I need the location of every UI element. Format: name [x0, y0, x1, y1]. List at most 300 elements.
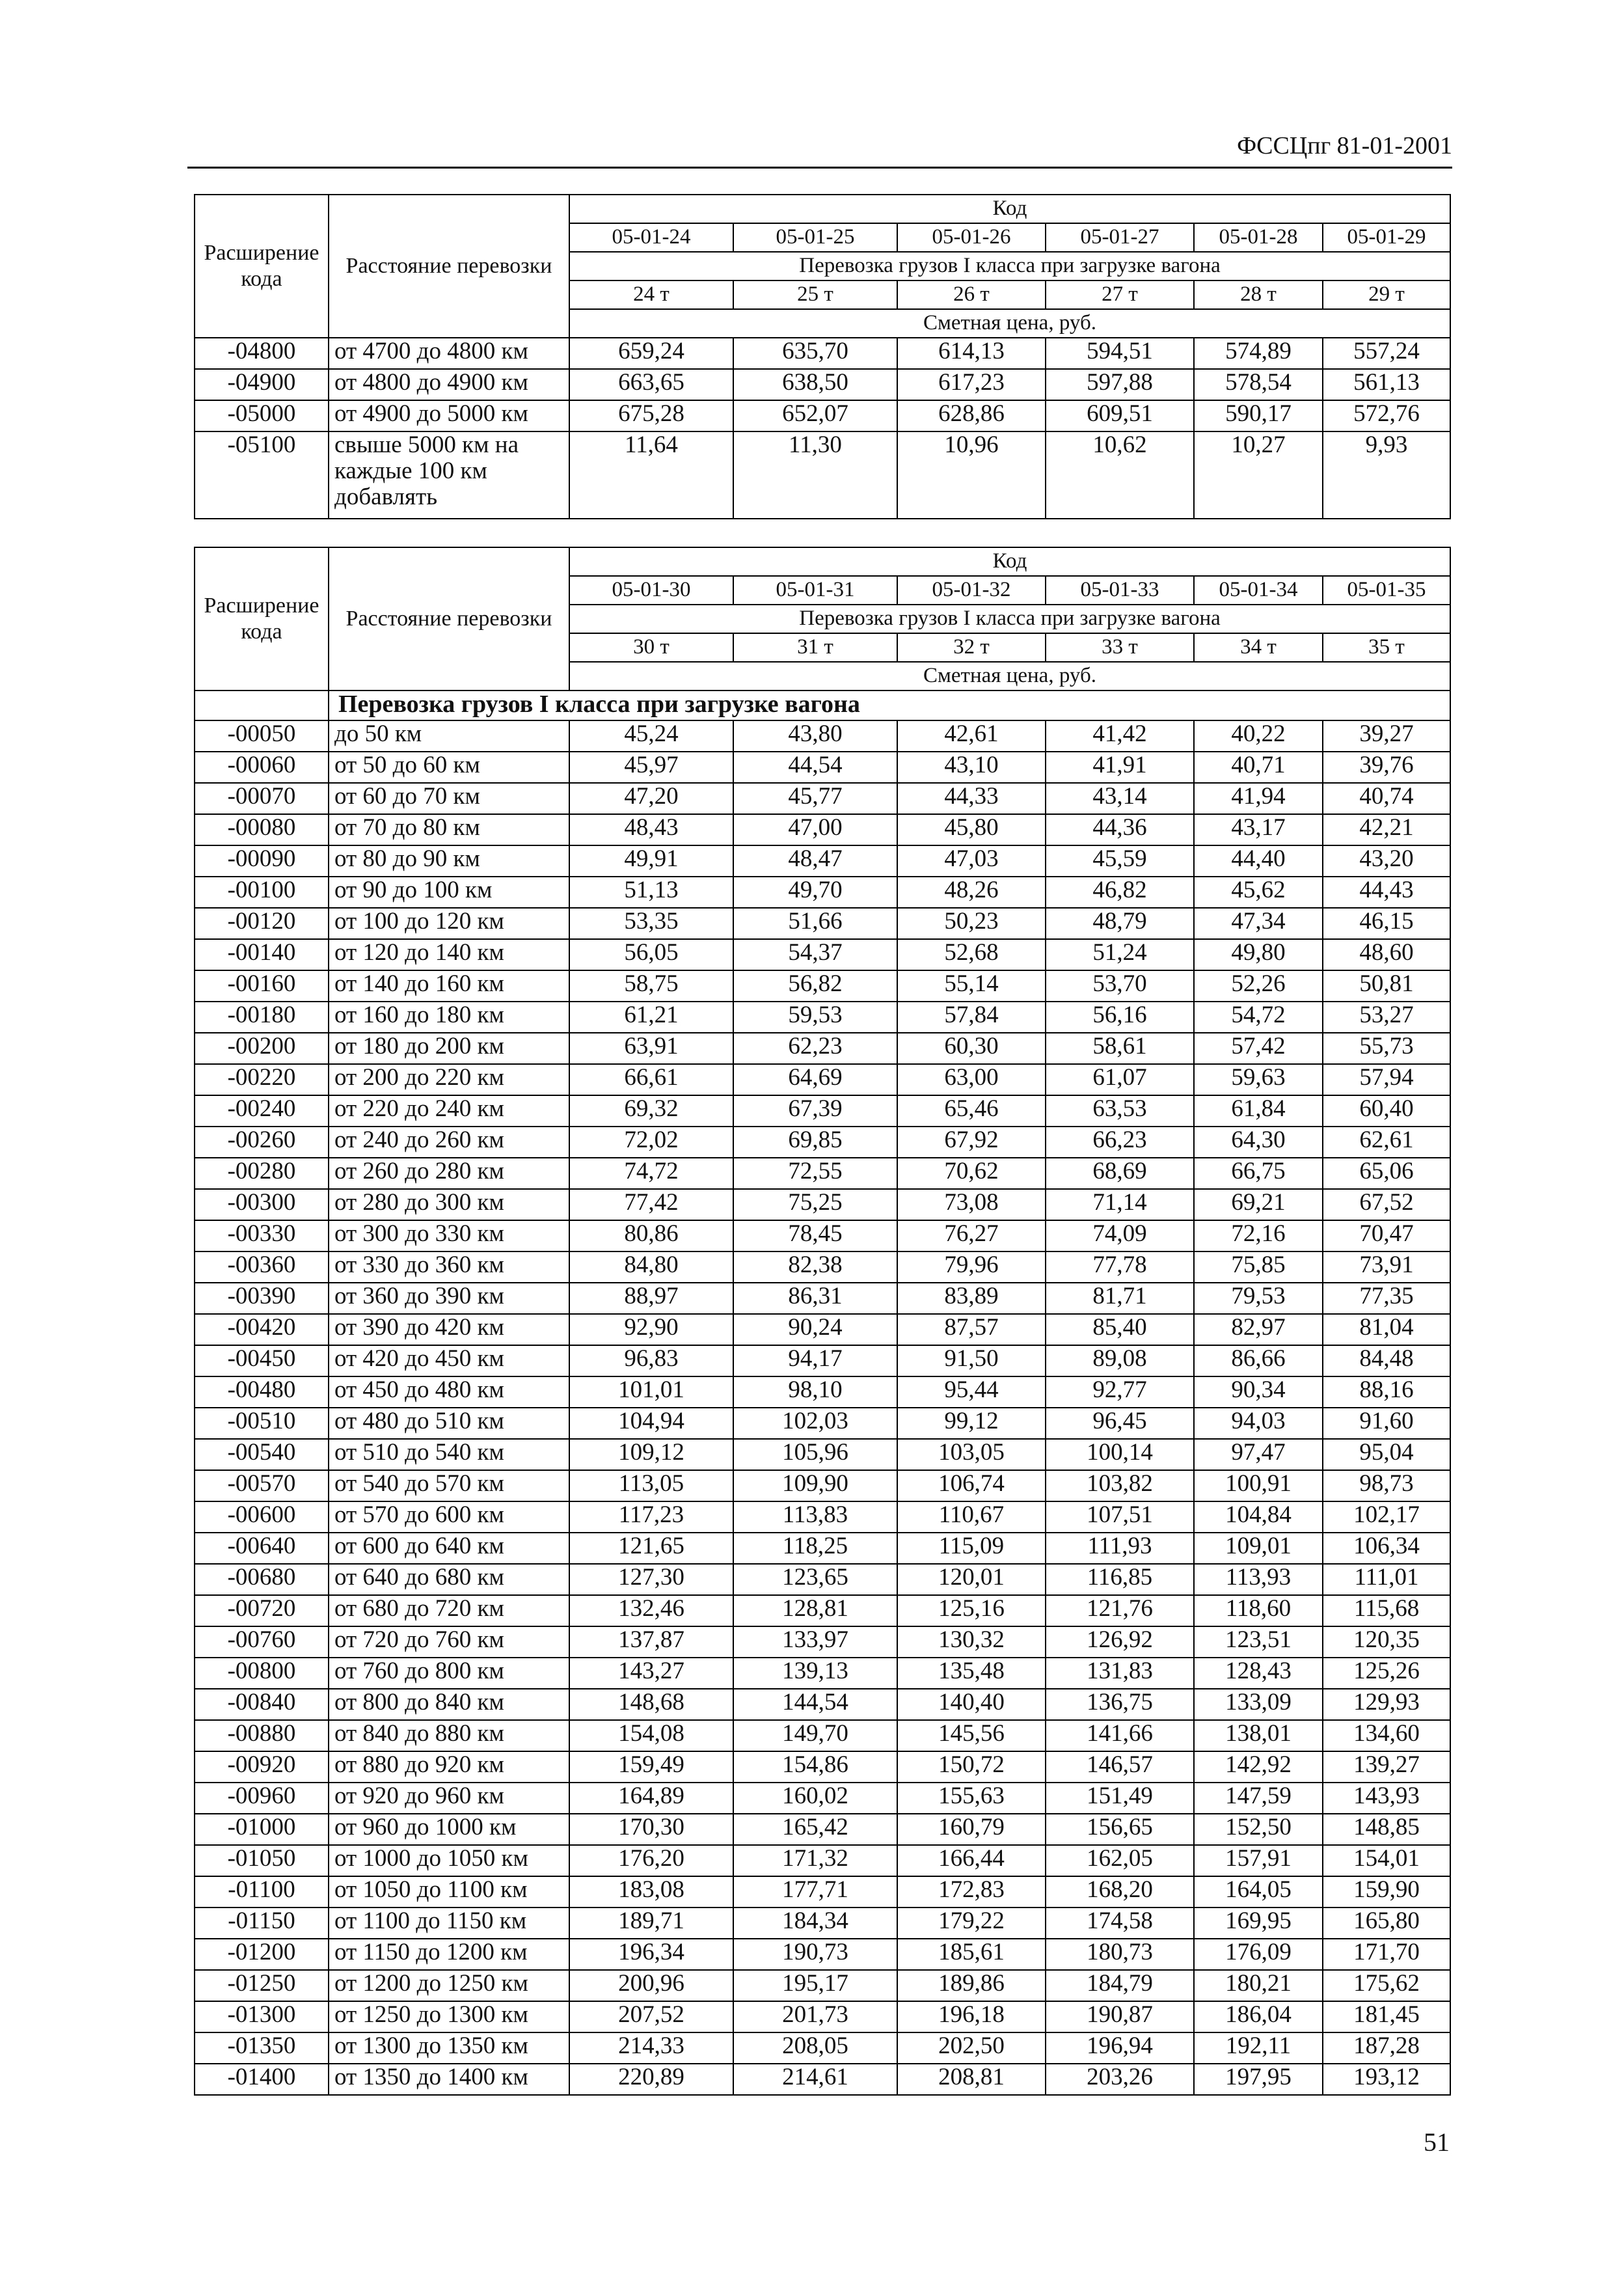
row-distance: от 4900 до 5000 км	[329, 400, 569, 431]
row-code: -00840	[195, 1689, 329, 1720]
row-code: -00510	[195, 1408, 329, 1439]
price-cell: 66,75	[1194, 1158, 1323, 1189]
price-cell: 162,05	[1046, 1845, 1194, 1876]
price-cell: 180,21	[1194, 1970, 1323, 2001]
price-cell: 39,76	[1323, 752, 1450, 783]
price-cell: 126,92	[1046, 1626, 1194, 1658]
price-cell: 183,08	[569, 1876, 733, 1908]
price-cell: 597,88	[1046, 369, 1194, 400]
price-cell: 67,92	[897, 1127, 1046, 1158]
price-cell: 189,86	[897, 1970, 1046, 2001]
load-cell: 28 т	[1194, 280, 1323, 309]
price-cell: 72,02	[569, 1127, 733, 1158]
price-cell: 51,24	[1046, 939, 1194, 970]
table-row	[195, 1189, 1450, 1220]
table-row	[195, 752, 1450, 783]
price-cell: 71,14	[1046, 1189, 1194, 1220]
table-row	[195, 1002, 1450, 1033]
price-cell: 590,17	[1194, 400, 1323, 431]
price-cell: 45,80	[897, 814, 1046, 845]
price-cell: 663,65	[569, 369, 733, 400]
row-distance: от 540 до 570 км	[329, 1470, 569, 1501]
load-cell: 27 т	[1046, 280, 1194, 309]
row-code: -00260	[195, 1127, 329, 1158]
price-cell: 638,50	[733, 369, 897, 400]
price-cell: 61,21	[569, 1002, 733, 1033]
table-row	[195, 1876, 1450, 1908]
price-cell: 57,84	[897, 1002, 1046, 1033]
row-distance: от 1250 до 1300 км	[329, 2001, 569, 2032]
price-cell: 89,08	[1046, 1345, 1194, 1376]
price-cell: 109,90	[733, 1470, 897, 1501]
price-cell: 49,91	[569, 845, 733, 877]
table-row	[195, 1751, 1450, 1783]
price-cell: 64,30	[1194, 1127, 1323, 1158]
row-distance: от 960 до 1000 км	[329, 1814, 569, 1845]
row-code: -00480	[195, 1376, 329, 1408]
price-cell: 66,23	[1046, 1127, 1194, 1158]
price-cell: 44,36	[1046, 814, 1194, 845]
price-cell: 176,20	[569, 1845, 733, 1876]
price-cell: 128,81	[733, 1595, 897, 1626]
price-cell: 48,79	[1046, 908, 1194, 939]
price-cell: 77,42	[569, 1189, 733, 1220]
price-cell: 55,14	[897, 970, 1046, 1002]
price-cell: 46,82	[1046, 877, 1194, 908]
price-cell: 57,42	[1194, 1033, 1323, 1064]
row-distance: от 720 до 760 км	[329, 1626, 569, 1658]
price-cell: 10,96	[897, 431, 1046, 519]
table-row	[195, 1814, 1450, 1845]
row-code: -00050	[195, 720, 329, 752]
price-cell: 113,93	[1194, 1564, 1323, 1595]
price-cell: 214,61	[733, 2064, 897, 2095]
price-cell: 43,14	[1046, 783, 1194, 814]
price-cell: 94,17	[733, 1345, 897, 1376]
price-cell: 70,62	[897, 1158, 1046, 1189]
code-cell: 05-01-25	[733, 223, 897, 252]
price-cell: 148,85	[1323, 1814, 1450, 1845]
price-cell: 110,67	[897, 1501, 1046, 1533]
table-row	[195, 814, 1450, 845]
price-cell: 73,91	[1323, 1251, 1450, 1283]
price-cell: 149,70	[733, 1720, 897, 1751]
row-distance: от 120 до 140 км	[329, 939, 569, 970]
code-cell: 05-01-28	[1194, 223, 1323, 252]
row-distance: от 1000 до 1050 км	[329, 1845, 569, 1876]
price-cell: 165,80	[1323, 1908, 1450, 1939]
price-cell: 130,32	[897, 1626, 1046, 1658]
price-cell: 53,70	[1046, 970, 1194, 1002]
price-cell: 56,16	[1046, 1002, 1194, 1033]
price-cell: 85,40	[1046, 1314, 1194, 1345]
price-cell: 196,34	[569, 1939, 733, 1970]
row-distance: от 260 до 280 км	[329, 1158, 569, 1189]
price-cell: 101,01	[569, 1376, 733, 1408]
row-distance: от 240 до 260 км	[329, 1127, 569, 1158]
price-cell: 635,70	[733, 338, 897, 369]
header-distance: Расстояние перевозки	[329, 547, 569, 691]
price-cell: 83,89	[897, 1283, 1046, 1314]
header-code-extension: Расширение кода	[195, 547, 329, 691]
price-cell: 171,70	[1323, 1939, 1450, 1970]
load-cell: 30 т	[569, 633, 733, 662]
price-cell: 46,15	[1323, 908, 1450, 939]
row-code: -00680	[195, 1564, 329, 1595]
row-distance: от 200 до 220 км	[329, 1064, 569, 1095]
price-cell: 9,93	[1323, 431, 1450, 519]
price-cell: 82,97	[1194, 1314, 1323, 1345]
row-distance: от 880 до 920 км	[329, 1751, 569, 1783]
price-cell: 179,22	[897, 1908, 1046, 1939]
price-cell: 56,82	[733, 970, 897, 1002]
price-cell: 52,26	[1194, 970, 1323, 1002]
price-cell: 594,51	[1046, 338, 1194, 369]
price-cell: 60,30	[897, 1033, 1046, 1064]
price-cell: 143,27	[569, 1658, 733, 1689]
table-2-body	[195, 720, 1450, 2095]
price-cell: 67,52	[1323, 1189, 1450, 1220]
price-cell: 132,46	[569, 1595, 733, 1626]
price-cell: 63,53	[1046, 1095, 1194, 1127]
row-code: -00200	[195, 1033, 329, 1064]
price-cell: 102,17	[1323, 1501, 1450, 1533]
price-cell: 169,95	[1194, 1908, 1323, 1939]
price-cell: 51,66	[733, 908, 897, 939]
row-distance: от 4800 до 4900 км	[329, 369, 569, 400]
price-cell: 196,18	[897, 2001, 1046, 2032]
code-cell: 05-01-26	[897, 223, 1046, 252]
document-code: ФССЦпг 81-01-2001	[1237, 132, 1452, 159]
price-cell: 142,92	[1194, 1751, 1323, 1783]
row-code: -00080	[195, 814, 329, 845]
price-cell: 131,83	[1046, 1658, 1194, 1689]
price-cell: 58,75	[569, 970, 733, 1002]
price-cell: 652,07	[733, 400, 897, 431]
row-code: -00070	[195, 783, 329, 814]
price-cell: 107,51	[1046, 1501, 1194, 1533]
code-cell: 05-01-33	[1046, 576, 1194, 605]
row-code: -00160	[195, 970, 329, 1002]
price-cell: 47,34	[1194, 908, 1323, 939]
price-cell: 115,09	[897, 1533, 1046, 1564]
price-cell: 11,64	[569, 431, 733, 519]
table-row	[195, 720, 1450, 752]
price-cell: 63,00	[897, 1064, 1046, 1095]
table-row	[195, 877, 1450, 908]
code-cell: 05-01-29	[1323, 223, 1450, 252]
price-cell: 154,86	[733, 1751, 897, 1783]
price-cell: 121,65	[569, 1533, 733, 1564]
price-cell: 197,95	[1194, 2064, 1323, 2095]
row-distance: от 600 до 640 км	[329, 1533, 569, 1564]
code-cell: 05-01-24	[569, 223, 733, 252]
price-cell: 125,16	[897, 1595, 1046, 1626]
table-row	[195, 1939, 1450, 1970]
price-cell: 134,60	[1323, 1720, 1450, 1751]
table-row	[195, 1470, 1450, 1501]
price-cell: 94,03	[1194, 1408, 1323, 1439]
price-cell: 111,93	[1046, 1533, 1194, 1564]
price-cell: 75,85	[1194, 1251, 1323, 1283]
code-cell: 05-01-27	[1046, 223, 1194, 252]
table-row	[195, 1564, 1450, 1595]
price-cell: 103,05	[897, 1439, 1046, 1470]
price-cell: 154,01	[1323, 1845, 1450, 1876]
price-cell: 117,23	[569, 1501, 733, 1533]
row-distance: от 60 до 70 км	[329, 783, 569, 814]
price-cell: 103,82	[1046, 1470, 1194, 1501]
price-cell: 91,50	[897, 1345, 1046, 1376]
price-cell: 10,62	[1046, 431, 1194, 519]
table-row	[195, 845, 1450, 877]
price-cell: 64,69	[733, 1064, 897, 1095]
table-row	[195, 939, 1450, 970]
price-cell: 185,61	[897, 1939, 1046, 1970]
price-cell: 192,11	[1194, 2032, 1323, 2064]
price-cell: 81,04	[1323, 1314, 1450, 1345]
row-distance: от 1100 до 1150 км	[329, 1908, 569, 1939]
row-code: -04900	[195, 369, 329, 400]
price-cell: 75,25	[733, 1189, 897, 1220]
price-cell: 98,73	[1323, 1470, 1450, 1501]
price-cell: 11,30	[733, 431, 897, 519]
row-code: -01150	[195, 1908, 329, 1939]
price-cell: 74,09	[1046, 1220, 1194, 1251]
price-cell: 60,40	[1323, 1095, 1450, 1127]
price-cell: 54,37	[733, 939, 897, 970]
row-code: -01300	[195, 2001, 329, 2032]
table-row	[195, 2064, 1450, 2095]
row-distance: от 360 до 390 км	[329, 1283, 569, 1314]
price-cell: 52,68	[897, 939, 1046, 970]
price-cell: 100,14	[1046, 1439, 1194, 1470]
price-cell: 68,69	[1046, 1158, 1194, 1189]
price-cell: 69,21	[1194, 1189, 1323, 1220]
price-cell: 77,78	[1046, 1251, 1194, 1283]
price-cell: 82,38	[733, 1251, 897, 1283]
row-code: -00450	[195, 1345, 329, 1376]
price-cell: 53,27	[1323, 1002, 1450, 1033]
price-cell: 150,72	[897, 1751, 1046, 1783]
row-distance: от 1350 до 1400 км	[329, 2064, 569, 2095]
header-code-extension: Расширение кода	[195, 195, 329, 338]
row-code: -00090	[195, 845, 329, 877]
row-distance: от 1150 до 1200 км	[329, 1939, 569, 1970]
page-number: 51	[1424, 2127, 1450, 2157]
price-cell: 95,44	[897, 1376, 1046, 1408]
row-distance: от 300 до 330 км	[329, 1220, 569, 1251]
table-row	[195, 338, 1450, 369]
price-cell: 44,54	[733, 752, 897, 783]
row-code: -00920	[195, 1751, 329, 1783]
price-cell: 54,72	[1194, 1002, 1323, 1033]
row-code: -00640	[195, 1533, 329, 1564]
price-cell: 154,08	[569, 1720, 733, 1751]
row-distance: от 80 до 90 км	[329, 845, 569, 877]
price-cell: 59,53	[733, 1002, 897, 1033]
price-cell: 111,01	[1323, 1564, 1450, 1595]
table-row	[195, 1220, 1450, 1251]
price-cell: 44,43	[1323, 877, 1450, 908]
table-row	[195, 1970, 1450, 2001]
price-cell: 44,33	[897, 783, 1046, 814]
price-cell: 45,62	[1194, 877, 1323, 908]
row-code: -00720	[195, 1595, 329, 1626]
row-distance: от 920 до 960 км	[329, 1783, 569, 1814]
load-cell: 34 т	[1194, 633, 1323, 662]
price-cell: 104,84	[1194, 1501, 1323, 1533]
table-row	[195, 431, 1450, 519]
price-cell: 115,68	[1323, 1595, 1450, 1626]
row-distance: от 390 до 420 км	[329, 1314, 569, 1345]
code-cell: 05-01-31	[733, 576, 897, 605]
row-code: -00240	[195, 1095, 329, 1127]
price-cell: 62,61	[1323, 1127, 1450, 1158]
price-cell: 98,10	[733, 1376, 897, 1408]
header-distance: Расстояние перевозки	[329, 195, 569, 338]
price-cell: 48,26	[897, 877, 1046, 908]
price-cell: 80,86	[569, 1220, 733, 1251]
load-cell: 26 т	[897, 280, 1046, 309]
price-cell: 128,43	[1194, 1658, 1323, 1689]
price-cell: 92,90	[569, 1314, 733, 1345]
price-cell: 121,76	[1046, 1595, 1194, 1626]
price-cell: 55,73	[1323, 1033, 1450, 1064]
price-cell: 48,47	[733, 845, 897, 877]
row-code: -00390	[195, 1283, 329, 1314]
load-cell: 24 т	[569, 280, 733, 309]
price-cell: 203,26	[1046, 2064, 1194, 2095]
price-cell: 190,87	[1046, 2001, 1194, 2032]
table-row	[195, 1783, 1450, 1814]
price-cell: 57,94	[1323, 1064, 1450, 1095]
price-cell: 67,39	[733, 1095, 897, 1127]
row-distance: свыше 5000 км на каждые 100 км добавлять	[329, 431, 569, 519]
header-price: Сметная цена, руб.	[569, 662, 1450, 691]
row-code: -05100	[195, 431, 329, 519]
table-row	[195, 1283, 1450, 1314]
row-distance: от 330 до 360 км	[329, 1251, 569, 1283]
table-row	[195, 400, 1450, 431]
price-cell: 44,40	[1194, 845, 1323, 877]
price-cell: 145,56	[897, 1720, 1046, 1751]
price-cell: 47,03	[897, 845, 1046, 877]
price-cell: 180,73	[1046, 1939, 1194, 1970]
header-price: Сметная цена, руб.	[569, 309, 1450, 338]
price-cell: 43,80	[733, 720, 897, 752]
row-code: -01100	[195, 1876, 329, 1908]
price-cell: 86,31	[733, 1283, 897, 1314]
price-cell: 43,10	[897, 752, 1046, 783]
price-cell: 42,61	[897, 720, 1046, 752]
price-cell: 146,57	[1046, 1751, 1194, 1783]
price-cell: 50,81	[1323, 970, 1450, 1002]
price-cell: 69,85	[733, 1127, 897, 1158]
price-cell: 572,76	[1323, 400, 1450, 431]
price-cell: 40,74	[1323, 783, 1450, 814]
price-cell: 202,50	[897, 2032, 1046, 2064]
price-cell: 138,01	[1194, 1720, 1323, 1751]
price-cell: 578,54	[1194, 369, 1323, 400]
price-cell: 139,13	[733, 1658, 897, 1689]
price-cell: 609,51	[1046, 400, 1194, 431]
price-cell: 140,40	[897, 1689, 1046, 1720]
table-row	[195, 1314, 1450, 1345]
price-cell: 139,27	[1323, 1751, 1450, 1783]
row-code: -00100	[195, 877, 329, 908]
row-distance: от 220 до 240 км	[329, 1095, 569, 1127]
row-distance: от 140 до 160 км	[329, 970, 569, 1002]
row-code: -05000	[195, 400, 329, 431]
price-cell: 176,09	[1194, 1939, 1323, 1970]
price-cell: 164,89	[569, 1783, 733, 1814]
price-cell: 87,57	[897, 1314, 1046, 1345]
page-header	[187, 129, 1452, 169]
load-cell: 29 т	[1323, 280, 1450, 309]
row-distance: от 70 до 80 км	[329, 814, 569, 845]
price-cell: 208,81	[897, 2064, 1046, 2095]
price-cell: 48,43	[569, 814, 733, 845]
price-cell: 561,13	[1323, 369, 1450, 400]
price-cell: 40,71	[1194, 752, 1323, 783]
table-row	[195, 1595, 1450, 1626]
price-cell: 97,47	[1194, 1439, 1323, 1470]
table-row	[195, 1158, 1450, 1189]
row-distance: от 1200 до 1250 км	[329, 1970, 569, 2001]
price-cell: 220,89	[569, 2064, 733, 2095]
price-cell: 62,23	[733, 1033, 897, 1064]
price-cell: 51,13	[569, 877, 733, 908]
price-cell: 159,90	[1323, 1876, 1450, 1908]
price-cell: 74,72	[569, 1158, 733, 1189]
header-code: Код	[569, 547, 1450, 576]
price-cell: 152,50	[1194, 1814, 1323, 1845]
price-cell: 53,35	[569, 908, 733, 939]
row-code: -00800	[195, 1658, 329, 1689]
row-code: -01000	[195, 1814, 329, 1845]
row-code: -01400	[195, 2064, 329, 2095]
row-code: -00360	[195, 1251, 329, 1283]
price-cell: 628,86	[897, 400, 1046, 431]
price-cell: 125,26	[1323, 1658, 1450, 1689]
row-distance: от 680 до 720 км	[329, 1595, 569, 1626]
price-cell: 45,97	[569, 752, 733, 783]
price-cell: 65,06	[1323, 1158, 1450, 1189]
table-row	[195, 908, 1450, 939]
price-cell: 40,22	[1194, 720, 1323, 752]
table-row	[195, 1626, 1450, 1658]
header-transport: Перевозка грузов I класса при загрузке вагона	[569, 252, 1450, 280]
price-cell: 164,05	[1194, 1876, 1323, 1908]
table-row	[195, 970, 1450, 1002]
price-cell: 47,00	[733, 814, 897, 845]
price-cell: 63,91	[569, 1033, 733, 1064]
row-code: -00140	[195, 939, 329, 970]
price-cell: 86,66	[1194, 1345, 1323, 1376]
price-cell: 160,02	[733, 1783, 897, 1814]
price-cell: 81,71	[1046, 1283, 1194, 1314]
row-code: -00180	[195, 1002, 329, 1033]
price-cell: 557,24	[1323, 338, 1450, 369]
price-cell: 174,58	[1046, 1908, 1194, 1939]
price-cell: 43,20	[1323, 845, 1450, 877]
row-code: -01350	[195, 2032, 329, 2064]
row-code: -04800	[195, 338, 329, 369]
price-cell: 102,03	[733, 1408, 897, 1439]
price-cell: 109,12	[569, 1439, 733, 1470]
price-cell: 184,79	[1046, 1970, 1194, 2001]
